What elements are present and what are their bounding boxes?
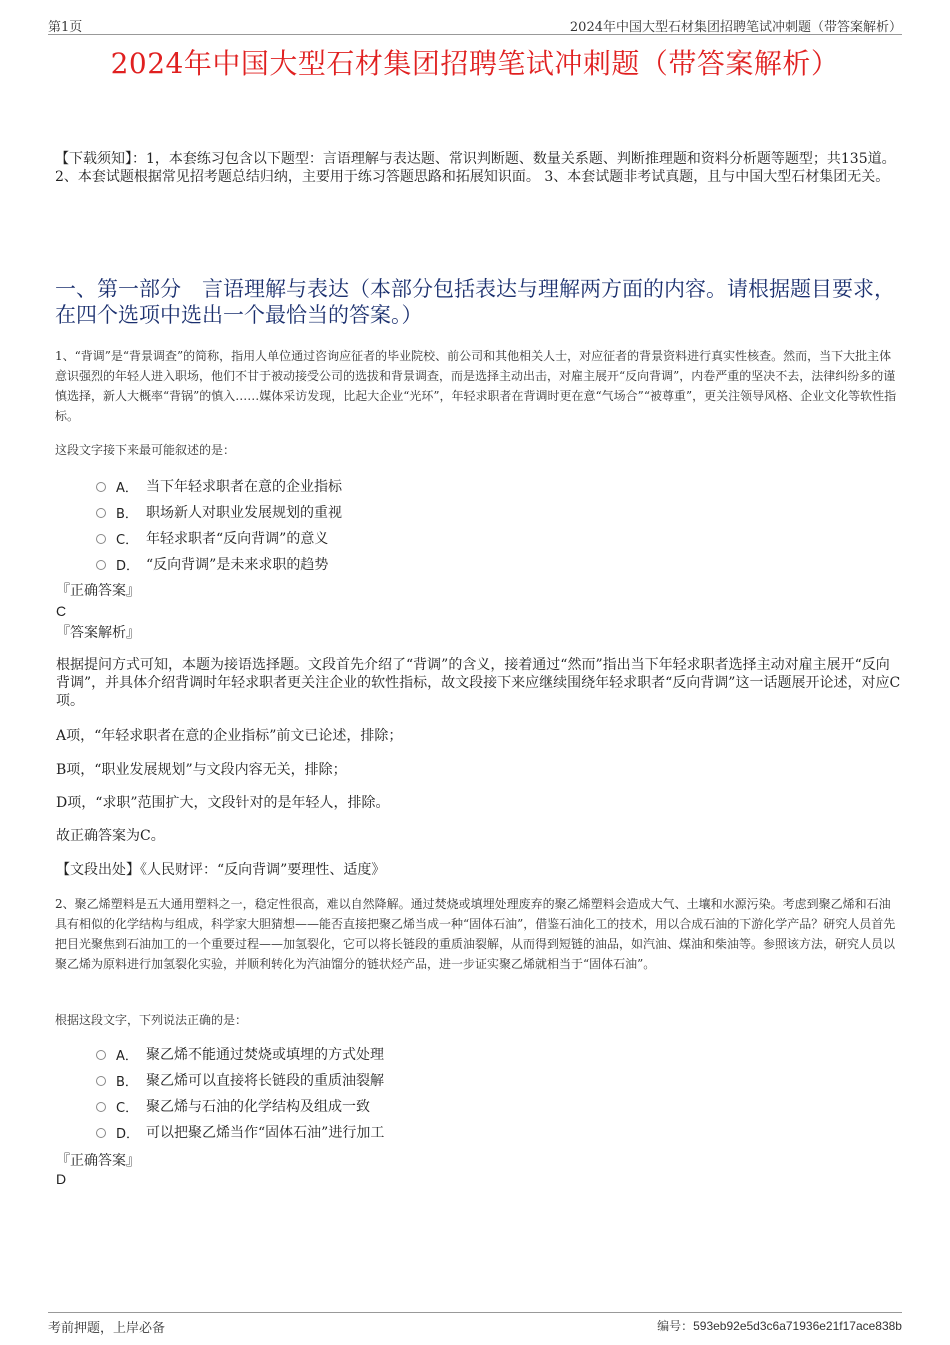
- q1-answer-label: 『正确答案』: [56, 583, 140, 599]
- q1-analysis-b: B项，“职业发展规划”与文段内容无关，排除；: [56, 762, 347, 778]
- page-title: 2024年中国大型石材集团招聘笔试冲刺题（带答案解析）: [110, 47, 840, 80]
- section-heading: 一、第一部分 言语理解与表达（本部分包括表达与理解两方面的内容。请根据题目要求，在四个选项中选出一个最恰当的答案。）: [55, 277, 895, 327]
- q1-option-a[interactable]: A． 当下年轻求职者在意的企业指标: [96, 476, 342, 496]
- q1-option-c[interactable]: C． 年轻求职者“反向背调”的意义: [96, 528, 328, 548]
- q1-analysis-main: 根据提问方式可知，本题为接语选择题。文段首先介绍了“背调”的含义，接着通过“然而”指出当下年轻求职者选择主动对雇主展开“反向背调”，并具体介绍背调时年轻求职者更关注企业的软性指标，故文段接下来应继续围绕年轻求职者“反向背调”这一话题展开论述，对应C项。: [56, 657, 901, 709]
- question-2-prompt: 根据这段文字，下列说法正确的是：: [55, 1013, 248, 1027]
- question-2-text: 2、聚乙烯塑料是五大通用塑料之一，稳定性很高，难以自然降解。通过焚烧或填埋处理废弃的聚乙烯塑料会造成大气、土壤和水源污染。考虑到聚乙烯和石油具有相似的化学结构与组成，科学家大胆猜想——能否直接把聚乙烯当成一种“固体石油”，借鉴石油化工的技术，用以合成石油的下游化学产品？研究人员首先把目光聚焦到石油加工的一个重要过程——加氢裂化，它可以将长链段的重质油裂解，从而得到短链的油品，如汽油、煤油和柴油等。参照该方法，研究人员以聚乙烯为原料进行加氢裂化实验，并顺利转化为汽油馏分的链状烃产品，进一步证实聚乙烯就相当于“固体石油”。: [55, 897, 896, 971]
- radio-icon[interactable]: [96, 1076, 106, 1086]
- q1-option-b[interactable]: B． 职场新人对职业发展规划的重视: [96, 502, 342, 522]
- page-number: 第1页: [48, 20, 83, 35]
- q2-answer-label: 『正确答案』: [56, 1153, 140, 1169]
- page-footer: [48, 1312, 902, 1335]
- radio-icon[interactable]: [96, 1050, 106, 1060]
- q1-analysis-conclusion: 故正确答案为C。: [56, 828, 165, 844]
- q1-source: 【文段出处】《人民财评：“反向背调”要理性、适度》: [56, 862, 386, 878]
- footer-slogan: 考前押题，上岸必备: [48, 1321, 166, 1336]
- q2-option-a[interactable]: A． 聚乙烯不能通过焚烧或填埋的方式处理: [96, 1044, 384, 1064]
- download-notice: 【下载须知】：1，本套练习包含以下题型：言语理解与表达题、常识判断题、数量关系题、判断推理题和资料分析题等题型；共135道。 2、本套试题根据常见招考题总结归纳，主要用于练习答题思路和拓展知识面。 3、本套试题非考试真题，且与中国大型石材集团无关。: [55, 151, 896, 185]
- question-1-prompt: 这段文字接下来最可能叙述的是：: [55, 443, 236, 457]
- q1-analysis-a: A项，“年轻求职者在意的企业指标”前文已论述，排除；: [56, 728, 403, 744]
- radio-icon[interactable]: [96, 534, 106, 544]
- q1-analysis-d: D项，“求职”范围扩大，文段针对的是年轻人，排除。: [56, 795, 390, 811]
- q1-analysis-label: 『答案解析』: [56, 625, 140, 641]
- q2-answer: D: [56, 1171, 67, 1187]
- radio-icon[interactable]: [96, 1102, 106, 1112]
- q1-option-d[interactable]: D． “反向背调”是未来求职的趋势: [96, 554, 328, 574]
- page-header: [48, 14, 902, 35]
- q2-option-c[interactable]: C． 聚乙烯与石油的化学结构及组成一致: [96, 1096, 370, 1116]
- footer-serial: 编号：593eb92e5d3c6a71936e21f17ace838b: [657, 1319, 902, 1333]
- q2-option-d[interactable]: D． 可以把聚乙烯当作“固体石油”进行加工: [96, 1122, 384, 1142]
- radio-icon[interactable]: [96, 560, 106, 570]
- question-1-text: 1、“背调”是“背景调查”的简称，指用人单位通过咨询应征者的毕业院校、前公司和其他相关人士，对应征者的背景资料进行真实性核查。然而，当下大批主体意识强烈的年轻人进入职场，他们不甘于被动接受公司的选拔和背景调查，而是选择主动出击，对雇主展开“反向背调”，内卷严重的坚决不去，法律纠纷多的谨慎选择，新人大概率“背锅”的慎入……媒体采访发现，比起大企业“光环”，年轻求职者在背调时更在意“气场合”“被尊重”，更关注领导风格、企业文化等软性指标。: [55, 349, 897, 423]
- radio-icon[interactable]: [96, 508, 106, 518]
- q2-option-b[interactable]: B． 聚乙烯可以直接将长链段的重质油裂解: [96, 1070, 384, 1090]
- header-doc-title: 2024年中国大型石材集团招聘笔试冲刺题（带答案解析）: [569, 20, 902, 35]
- radio-icon[interactable]: [96, 482, 106, 492]
- radio-icon[interactable]: [96, 1128, 106, 1138]
- q1-answer: C: [56, 603, 67, 619]
